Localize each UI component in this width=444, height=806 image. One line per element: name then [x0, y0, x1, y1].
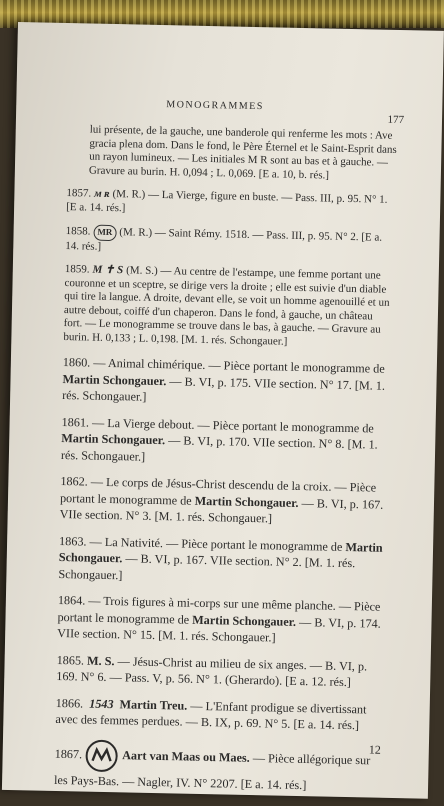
entry-continuation: lui présente, de la gauche, une banderole qui renferme les mots : Ave gracia plena dom. Dans le fond, le Père Éternel et le Saint-Esprit dans un rayon lumineux. — Les initiales M R sont au bas et à gauche. — Gravure au burin. H. 0,094 ; L. 0,069. [E a. 10, b. rés.] — [88, 123, 397, 182]
catalog-entries — [54, 123, 398, 805]
entry-1862: 1862. — Le corps de Jésus-Christ descendu de la croix. — Pièce portant le monogramme de Martin Schongauer. — B. VI, p. 167. VIIe section. N° 3. [M. 1. rés. Schongauer.] — [59, 473, 384, 526]
entry-1865: 1865. M. S. — Jésus-Christ au milieu de six anges. — B. VI, p. 169. N° 6. — Pass. V, p. 56. N° 1. (Gherardo). [E a. 12. rés.] — [56, 652, 368, 690]
page-number: 177 — [387, 113, 405, 127]
entry-1860: 1860. — Animal chimérique. — Pièce portant le monogramme de Martin Schongauer. — B. VI, p. 175. VIIe section. N° 17. [M. 1. rés. Schongauer.] — [62, 355, 386, 404]
entry-1858: 1858. MR (M. R.) — Saint Rémy. 1518. — Pass. III, p. 95. N° 2. [E a. 14. rés.] — [65, 225, 383, 253]
monogram-mark: 1543 — [89, 696, 114, 711]
monogram-mark: MR — [93, 225, 116, 241]
monogram-mark: M ✝ S — [92, 263, 124, 277]
entry-1864: 1864. — Trois figures à mi-corps sur une même planche. — Pièce portant le monogramme de Martin Schongauer. — B. VI, p. 174. VIIe section. N° 15. [M. 1. rés. Schongauer.] — [57, 592, 381, 645]
monogram-seal-icon — [85, 738, 120, 773]
book-page — [2, 22, 444, 799]
entry-1861: 1861. — La Vierge debout. — Pièce portant le monogramme de Martin Schongauer. — B. VI, p. 170. VIIe section. N° 8. [M. 1. rés. Schongauer.] — [60, 414, 378, 464]
entry-1867: 1867. Aart van Maas ou Maes. — Pièce allégorique sur les Pays-Bas. — Nagler, IV. N° 2207. [E a. 14. rés.] — [54, 737, 385, 794]
entry-1866: 1866. 1543 Martin Treu. — L'Enfant prodigue se divertissant avec des femmes perdues. — B. IX, p. 69. N° 5. [E a. 14. rés.] — [55, 695, 367, 733]
entry-1859: 1859. M ✝ S (M. S.) — Au centre de l'estampe, une femme portant une couronne et un sceptre, se dirige vers la droite ; elle est suivie d'un diable qui tire la langue. A droite, devant elle, se voit un homme agenouillé et un autre debout, coiffé d'un chaperon. Dans le fond, à gauche, un château fort. — Le monogramme se trouve dans le bas, à gauche. — Gravure au burin. H. 0,133 ; L. 0,198. [M. 1. rés. Schongauer.] — [63, 263, 390, 348]
entry-1857: 1857. ᴍ ʀ (M. R.) — La Vierge, figure en buste. — Pass. III, p. 95. N° 1. [E a. 14. rés.] — [66, 187, 388, 214]
monogram-mark: ᴍ ʀ — [94, 187, 110, 200]
folio-signature: 12 — [368, 742, 381, 757]
running-head: MONOGRAMMES — [166, 99, 265, 113]
entry-1863: 1863. — La Nativité. — Pièce portant le monogramme de Martin Schongauer. — B. VI, p. 167. VIIe section. N° 2. [M. 1. rés. Schongauer.] — [58, 533, 383, 582]
